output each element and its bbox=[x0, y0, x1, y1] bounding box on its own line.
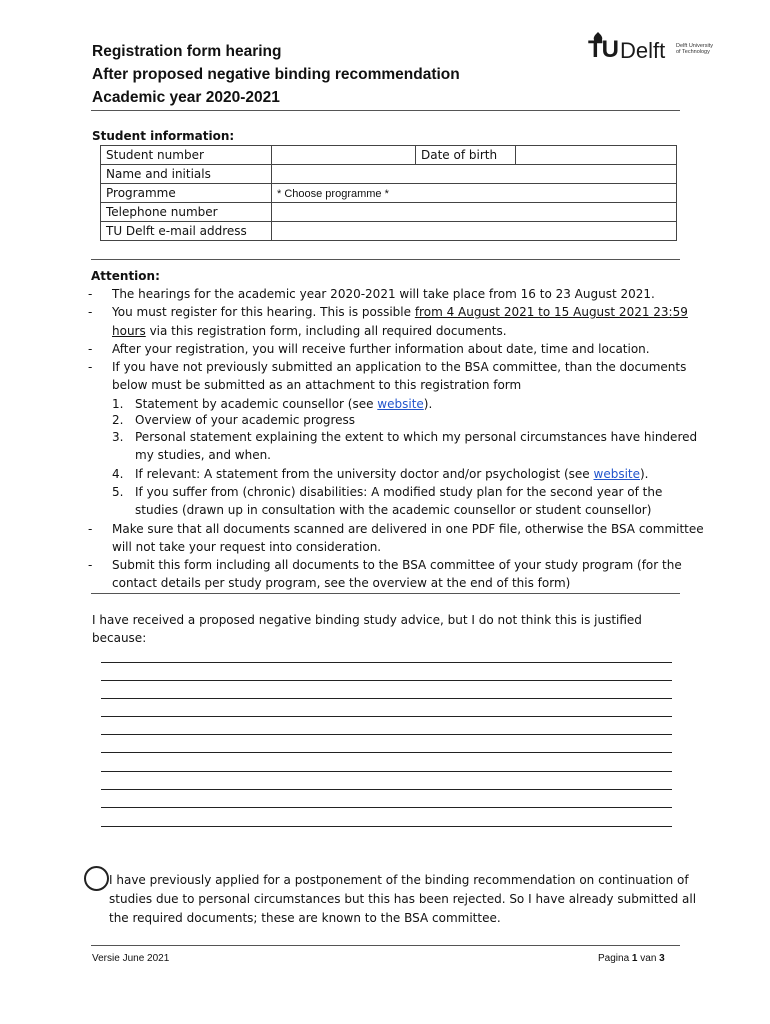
page-indicator: Pagina 1 van 3 bbox=[598, 953, 665, 964]
answer-line[interactable] bbox=[101, 662, 672, 663]
numbered-item: 4. If relevant: A statement from the university doctor and/or psychologist (see website). bbox=[112, 466, 649, 481]
student-info-label: Student information: bbox=[92, 129, 235, 143]
version-text: Versie June 2021 bbox=[92, 953, 170, 964]
attention-divider bbox=[91, 259, 680, 260]
form-subtitle: After proposed negative binding recommendation bbox=[92, 66, 460, 83]
numbered-continuation: studies (drawn up in consultation with the academic counsellor or student counsellor) bbox=[135, 503, 652, 518]
bullet-continuation: hours via this registration form, including all required documents. bbox=[112, 323, 507, 338]
bullet-item: - If you have not previously submitted an application to the BSA committee, than the documents bbox=[88, 360, 687, 375]
answer-line[interactable] bbox=[101, 826, 672, 827]
bullet-item: - Submit this form including all documents to the BSA committee of your study program (for the bbox=[88, 558, 682, 573]
header-divider bbox=[91, 110, 680, 111]
logo-tu-text: TU bbox=[588, 36, 618, 63]
registration-period: from 4 August 2021 to 15 August 2021 23:59 bbox=[414, 305, 688, 320]
form-title: Registration form hearing bbox=[92, 43, 282, 60]
bullet-item: - You must register for this hearing. This is possible from 4 August 2021 to 15 August 2021 23:59 bbox=[88, 305, 688, 320]
email-field[interactable] bbox=[272, 222, 677, 241]
counsellor-website-link[interactable]: website bbox=[377, 396, 424, 411]
numbered-item: 2. Overview of your academic progress bbox=[112, 413, 356, 428]
answer-line[interactable] bbox=[101, 807, 672, 808]
numbered-item: 3. Personal statement explaining the extent to which my personal circumstances have hindered bbox=[112, 430, 698, 445]
programme-select[interactable] bbox=[272, 184, 677, 203]
attention-label: Attention: bbox=[91, 269, 160, 283]
statement-divider bbox=[91, 593, 680, 594]
numbered-continuation: my studies, and when. bbox=[135, 448, 271, 463]
answer-line[interactable] bbox=[101, 789, 672, 790]
numbered-item: 1. Statement by academic counsellor (see website). bbox=[112, 396, 433, 411]
footer-divider bbox=[91, 945, 680, 946]
answer-line[interactable] bbox=[101, 752, 672, 753]
name-initials-label: Name and initials bbox=[101, 165, 272, 184]
telephone-field[interactable] bbox=[272, 203, 677, 222]
total-pages: 3 bbox=[659, 953, 665, 964]
programme-label: Programme bbox=[101, 184, 272, 203]
bullet-item: - Make sure that all documents scanned are delivered in one PDF file, otherwise the BSA committee bbox=[88, 521, 704, 536]
previously-applied-line2: studies due to personal circumstances but this has been rejected. So I have already submitted all bbox=[109, 892, 697, 906]
academic-year-title: Academic year 2020-2021 bbox=[92, 89, 280, 106]
bullet-continuation: below must be submitted as an attachment to this registration form bbox=[112, 378, 522, 393]
logo-delft-text: Delft bbox=[620, 38, 666, 63]
statement-text-line1: I have received a proposed negative binding study advice, but I do not think this is justified bbox=[92, 613, 642, 627]
bullet-item: - The hearings for the academic year 2020-2021 will take place from 16 to 23 August 2021. bbox=[88, 287, 655, 301]
student-number-label: Student number bbox=[101, 146, 272, 165]
answer-line[interactable] bbox=[101, 771, 672, 772]
student-info-table bbox=[100, 145, 677, 241]
answer-line[interactable] bbox=[101, 716, 672, 717]
previously-applied-line1: I have previously applied for a postponement of the binding recommendation on continuation of bbox=[109, 873, 689, 887]
programme-select-value: * Choose programme * bbox=[277, 188, 389, 200]
date-of-birth-label: Date of birth bbox=[416, 146, 516, 165]
tu-delft-logo bbox=[588, 32, 718, 68]
student-number-field[interactable] bbox=[272, 146, 416, 165]
answer-line[interactable] bbox=[101, 680, 672, 681]
name-initials-field[interactable] bbox=[272, 165, 677, 184]
answer-line[interactable] bbox=[101, 734, 672, 735]
date-of-birth-field[interactable] bbox=[516, 146, 677, 165]
email-label: TU Delft e-mail address bbox=[101, 222, 272, 241]
attention-section bbox=[88, 267, 704, 593]
telephone-label: Telephone number bbox=[101, 203, 272, 222]
logo-subtext: Delft University of Technology bbox=[676, 43, 713, 55]
previously-applied-radio[interactable] bbox=[84, 866, 109, 891]
doctor-website-link[interactable]: website bbox=[593, 466, 640, 481]
bullet-item: - After your registration, you will receive further information about date, time and location. bbox=[88, 341, 650, 356]
bullet-continuation: will not take your request into consideration. bbox=[112, 539, 382, 554]
numbered-item: 5. If you suffer from (chronic) disabilities: A modified study plan for the second year of the bbox=[112, 484, 663, 499]
answer-line[interactable] bbox=[101, 698, 672, 699]
bullet-continuation: contact details per study program, see the overview at the end of this form) bbox=[112, 576, 571, 591]
previously-applied-line3: the required documents; these are known to the BSA committee. bbox=[109, 911, 501, 925]
statement-text-line2: because: bbox=[92, 631, 147, 645]
current-page: 1 bbox=[631, 953, 638, 964]
